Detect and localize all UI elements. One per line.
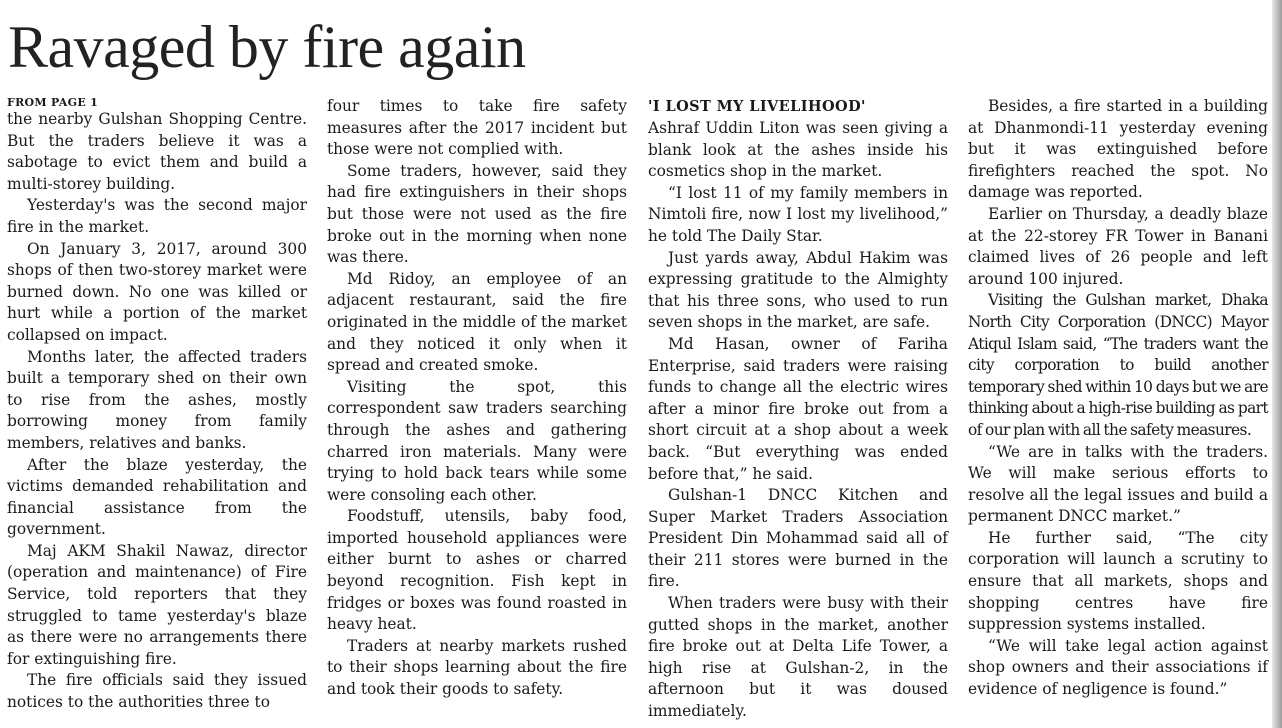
paragraph: After the blaze yesterday, the victims demanded rehabilitation and financial assistance from the government. [7,455,307,539]
paragraph: Months later, the affected traders built a temporary shed on their own to rise from the ashes, mostly borrowing money from family members, relatives and banks. [7,347,307,452]
paragraph: Just yards away, Abdul Hakim was expressing gratitude to the Almighty that his three sons, who used to run seven shops in the market, are safe. [648,248,948,332]
paragraph: The fire officials said they issued notices to the authorities three to [7,671,307,712]
paragraph: He further said, “The city corporation will launch a scrutiny to ensure that all markets, shops and shopping centres have fire suppression systems installed. [968,528,1268,634]
paragraph: four times to take fire safety measures after the 2017 incident but those were not complied with. [327,97,627,159]
paragraph: Earlier on Thursday, a deadly blaze at the 22-storey FR Tower in Banani claimed lives of 26 people and left around 100 injured. [968,204,1268,288]
paragraph: “We are in talks with the traders. We will make serious efforts to resolve all the legal issues and build a permanent DNCC market.” [968,442,1268,526]
paragraph: Some traders, however, said they had fire extinguishers in their shops but those were not used as the fire broke out in the morning when none was there. [327,161,627,267]
paragraph: Visiting the spot, this correspondent saw traders searching through the ashes and gathering charred iron materials. Many were trying to hold back tears while some were consoling each other. [327,377,627,504]
paragraph: “We will take legal action against shop owners and their associations if evidence of negligence is found.” [968,636,1268,699]
article-column-2 [327,96,627,701]
paragraph: Visiting the Gulshan market, Dhaka North City Corporation (DNCC) Mayor Atiqul Islam said, “The traders want the city corporation to build another temporary shed within 10 days but we are thinking about a high-rise building as part of our plan with all the safety measures. [968,291,1268,439]
article-column-4 [968,96,1268,701]
paragraph: Foodstuff, utensils, baby food, imported household appliances were either burnt to ashes or charred beyond recognition. Fish kept in fridges or boxes was found roasted in heavy heat. [327,507,627,634]
subheading: 'I LOST MY LIVELIHOOD' [648,98,866,115]
paragraph: On January 3, 2017, around 300 shops of then two-storey market were burned down. No one was killed or hurt while a portion of the market collapsed on impact. [7,239,307,344]
continuation-tag: FROM PAGE 1 [7,96,99,109]
paragraph: Traders at nearby markets rushed to their shops learning about the fire and took their goods to safety. [327,636,627,699]
paragraph: the nearby Gulshan Shopping Centre. But the traders believe it was a sabotage to evict them and build a multi-storey building. [7,110,307,193]
paragraph: Besides, a fire started in a building at Dhanmondi-11 yesterday evening but it was extinguished before firefighters reached the spot. No damage was reported. [968,97,1268,202]
paragraph: Md Ridoy, an employee of an adjacent restaurant, said the fire originated in the middle of the market and they noticed it only when it spread and created smoke. [327,269,627,375]
article-column-1 [7,96,307,714]
headline: Ravaged by fire again [8,14,526,80]
paragraph: Maj AKM Shakil Nawaz, director (operation and maintenance) of Fire Service, told reporters that they struggled to tame yesterday's blaze as there were no arrangements there for extinguishing fire. [7,541,307,668]
paragraph: Md Hasan, owner of Fariha Enterprise, said traders were raising funds to change all the electric wires after a minor fire broke out from a short circuit at a shop about a week back. “But everything was ended before that,” he said. [648,334,948,483]
paragraph: Gulshan-1 DNCC Kitchen and Super Market Traders Association President Din Mohammad said all of their 211 stores were burned in the fire. [648,486,948,591]
paragraph: “I lost 11 of my family members in Nimtoli fire, now I lost my livelihood,” he told The Daily Star. [648,183,948,245]
paragraph: Yesterday's was the second major fire in the market. [7,196,307,236]
paragraph: Ashraf Uddin Liton was seen giving a blank look at the ashes inside his cosmetics shop in the market. [648,119,948,181]
paragraph: When traders were busy with their gutted shops in the market, another fire broke out at Delta Life Tower, a high rise at Gulshan-2, in the afternoon but it was doused immediately. [648,594,948,721]
page-edge-shadow [1272,0,1282,728]
article-column-3 [648,96,948,723]
